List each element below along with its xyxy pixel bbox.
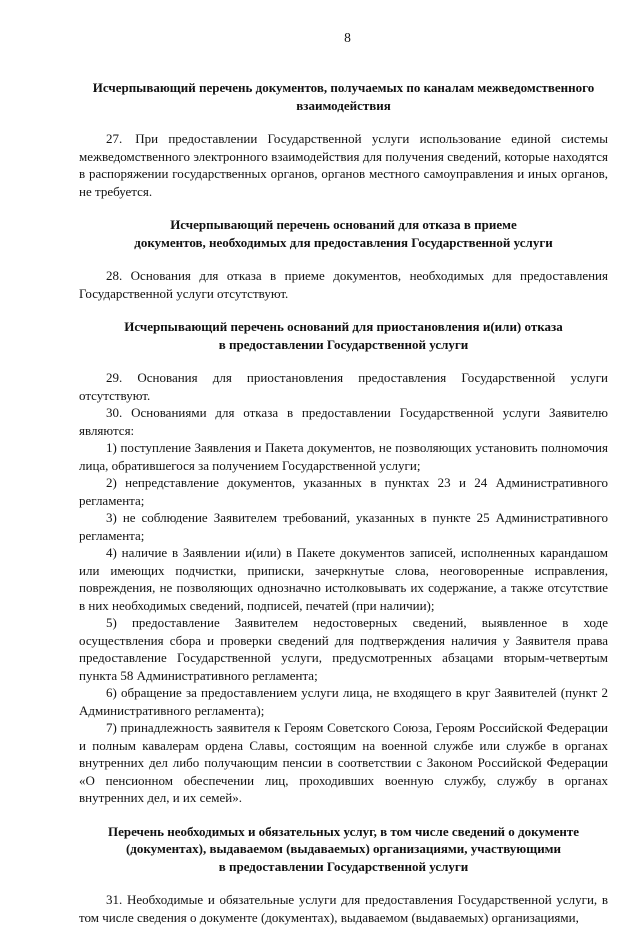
- paragraph-27: 27. При предоставлении Государственной услуги использование единой системы межведомственного электронного взаимодействия для получения сведений, которые находятся в распоряжении государственных органов, органов местного самоуправления и иных органов, не требуется.: [79, 131, 608, 199]
- heading-line: Исчерпывающий перечень оснований для приостановления и(или) отказа: [124, 319, 563, 334]
- list-item-5: 5) предоставление Заявителем недостоверных сведений, выявленное в ходе осуществления сбора и проверки сведений для подтверждения наличия у Заявителя права предоставление Государственной услуги, предусмотренных абзацами вторым-четвертым пункта 58 Административного регламента;: [79, 615, 608, 683]
- heading-line: Перечень необходимых и обязательных услуг, в том числе сведений о документе: [107, 823, 580, 839]
- paragraph-28: 28. Основания для отказа в приеме документов, необходимых для предоставления Государственной услуги отсутствуют.: [79, 268, 608, 301]
- page-number: 8: [344, 30, 351, 45]
- section-heading-suspension-refusal: [79, 318, 608, 353]
- list-item-3: 3) не соблюдение Заявителем требований, указанных в пункте 25 Административного регламента;: [79, 510, 608, 543]
- heading-line: в предоставлении Государственной услуги: [218, 336, 469, 352]
- list-item-1: 1) поступление Заявления и Пакета документов, не позволяющих установить полномочия лица, обратившегося за получением Государственной услуги;: [79, 440, 608, 473]
- paragraph-29: 29. Основания для приостановления предоставления Государственной услуги отсутствуют.: [79, 370, 608, 403]
- heading-line: (документах), выдаваемом (выдаваемых) организациями, участвующими: [125, 841, 562, 856]
- list-item-2: 2) непредставление документов, указанных в пунктах 23 и 24 Административного регламента;: [79, 475, 608, 508]
- list-item-6: 6) обращение за предоставлением услуги лица, не входящего в круг Заявителей (пункт 2 Административного регламента);: [79, 685, 608, 718]
- list-item-7: 7) принадлежность заявителя к Героям Советского Союза, Героям Российской Федерации и полным кавалерам ордена Славы, состоящим на военной службе или службе в органах внутренних дел либо получающим пенсии в соответствии с Законом Российской Федерации «О пенсионном обеспечении лиц, проходивших военную службу, службу в органах внутренних дел, и их семей».: [79, 720, 608, 805]
- heading-line: Исчерпывающий перечень документов, получаемых по каналам межведомственного: [92, 80, 595, 95]
- section-heading-interagency-documents: [79, 79, 608, 114]
- section-heading-required-services: [79, 823, 608, 876]
- section-heading-refusal-reception: [79, 216, 608, 251]
- heading-line: Исчерпывающий перечень оснований для отказа в приеме: [170, 217, 517, 232]
- paragraph-31: 31. Необходимые и обязательные услуги для предоставления Государственной услуги, в том числе сведения о документе (документах), выдаваемом (выдаваемых) организациями,: [79, 892, 608, 925]
- heading-line: в предоставлении Государственной услуги: [218, 858, 469, 874]
- heading-line: документов, необходимых для предоставления Государственной услуги: [134, 234, 553, 250]
- list-item-4: 4) наличие в Заявлении и(или) в Пакете документов записей, исполненных карандашом или имеющих подчистки, приписки, зачеркнутые слова, неоговоренные исправления, повреждения, не позволяющих однозначно истолковывать их содержание, а также отсутствие в них необходимых сведений, подписей, печатей (при наличии);: [79, 545, 608, 613]
- heading-line: взаимодействия: [296, 97, 391, 113]
- paragraph-30: 30. Основаниями для отказа в предоставлении Государственной услуги Заявителю являются:: [79, 405, 608, 438]
